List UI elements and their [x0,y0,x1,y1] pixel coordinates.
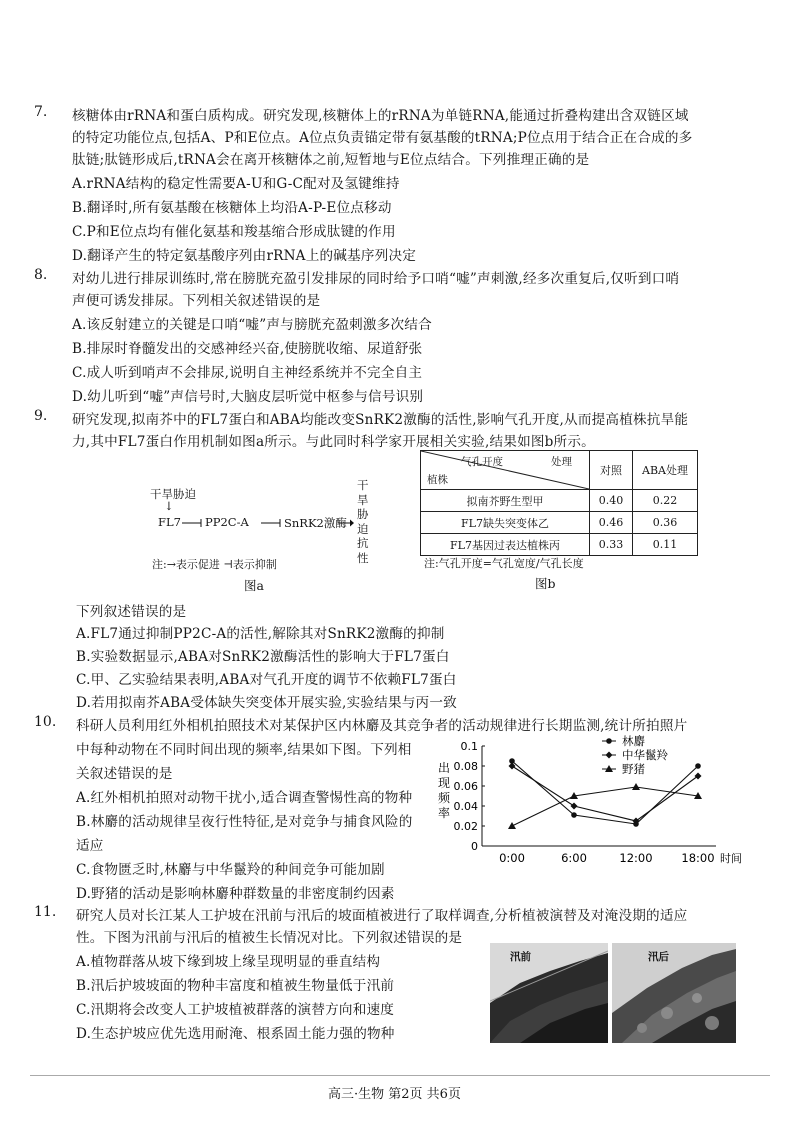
x-axis-unit: 时间 [720,852,742,865]
fig-b-cell: 0.40 [590,490,633,512]
fig-b-row-name: FL7基因过表达植株丙 [421,534,590,556]
x-tick-label: 6:00 [561,851,587,865]
q10-option-d: D.野猪的活动是影响林麝种群数量的非密度制约因素 [76,886,395,902]
fig-a-vertical-char: 旱 [357,492,369,507]
q11-option-d: D.生态护坡应优先选用耐淹、根系固土能力强的物种 [76,1026,395,1042]
fig-b-cell: 0.22 [633,490,698,512]
data-point [571,803,578,810]
legend-marker [606,738,612,744]
q9-option-b: B.实验数据显示,ABA对SnRK2激酶活性的影响大于FL7蛋白 [76,649,450,665]
x-tick-label: 12:00 [619,851,653,865]
q10-option-a: A.红外相机拍照对动物干扰小,适合调查警惕性高的物种 [76,790,413,806]
q7-option-a: A.rRNA结构的稳定性需要A-U和G-C配对及氢键维持 [72,176,400,192]
q9-number: 9. [34,408,48,424]
legend-label: 中华鬣羚 [622,748,668,762]
fig-a-vertical-char: 性 [357,550,369,565]
q10-option-c: C.食物匮乏时,林麝与中华鬣羚的种间竞争可能加剧 [76,862,385,878]
photo-after-label: 汛后 [648,951,669,963]
fig-a-vertical-label [357,478,369,565]
q8-option-d: D.幼儿听到“嘘”声信号时,大脑皮层听觉中枢参与信号识别 [72,389,424,405]
legend-label: 林麝 [622,734,645,748]
q11-option-c: C.汛期将会改变人工护坡植被群落的演替方向和速度 [76,1002,395,1018]
q9-option-a: A.FL7通过抑制PP2C-A的活性,解除其对SnRK2激酶的抑制 [76,626,445,642]
fig-b-cell: 0.33 [590,534,633,556]
q9-option-d: D.若用拟南芥ABA受体缺失突变体开展实验,实验结果与丙一致 [76,695,457,711]
q7-option-d: D.翻译产生的特定氨基酸序列由rRNA上的碱基序列决定 [72,248,417,264]
page-footer: 高三·生物 第2页 共6页 [328,1087,461,1102]
q8-stem-line: 对幼儿进行排尿训练时,常在膀胱充盈引发排尿的同时给予口哨“嘘”声刺激,经多次重复后,仅听到口哨 [72,271,680,287]
photo-before-label: 汛前 [510,951,531,963]
fig-a-drought-label: 干旱胁迫 [150,487,196,501]
q9-stem-line: 研究发现,拟南芥中的FL7蛋白和ABA均能改变SnRK2激酶的活性,影响气孔开度,从而提高植株抗旱能 [72,412,689,428]
fig-a-note: 注:→表示促进 ⊣表示抑制 [152,558,277,571]
data-point [695,763,701,769]
q8-stem-line: 声便可诱发排尿。下列相关叙述错误的是 [72,293,321,309]
data-point [571,812,577,818]
footer-divider [30,1075,770,1076]
q10-stem-line: 科研人员利用红外相机拍照技术对某保护区内林麝及其竞争者的活动规律进行长期监测,统计所拍照片 [76,718,688,734]
fig-b-cell: 0.46 [590,512,633,534]
q10-option-b-cont: 适应 [76,838,104,854]
fig-a-node-snrk2: SnRK2激酶 [284,516,347,530]
fig-a-vertical-char: 迫 [357,521,369,536]
q8-number: 8. [34,267,48,283]
q9-stem-line: 力,其中FL7蛋白作用机制如图a所示。与此同时科学家开展相关实验,结果如图b所示。 [72,434,595,450]
legend-label: 野猪 [622,762,645,776]
q8-option-c: C.成人听到哨声不会排尿,说明自主神经系统并不完全自主 [72,365,423,381]
legend-marker [606,752,613,759]
fig-b-table [420,450,698,556]
fig-b-caption: 图b [535,576,556,591]
y-axis-label-char: 频 [437,791,451,805]
fig-a-node-fl7: FL7 [158,515,181,529]
q7-stem-line: 肽链;肽链形成后,tRNA会在离开核糖体之前,短暂地与E位点结合。下列推理正确的是 [72,152,590,168]
fig-b-header-plant: 植株 [427,474,448,486]
q11-option-b: B.汛后护坡坡面的物种丰富度和植被生物量低于汛前 [76,978,395,994]
fig-b-corner-cell [421,451,590,490]
q7-option-c: C.P和E位点均有催化氨基和羧基缩合形成肽键的作用 [72,224,396,240]
fig-a-caption: 图a [244,578,264,593]
fig-b-note: 注:气孔开度=气孔宽度/气孔长度 [424,557,584,570]
q10-stem-line: 关叙述错误的是 [76,766,173,782]
q8-option-b: B.排尿时脊髓发出的交感神经兴奋,使膀胱收缩、尿道舒张 [72,341,423,357]
fig-b-cell: 0.11 [633,534,698,556]
q7-number: 7. [34,104,48,120]
data-point [632,783,640,790]
x-tick-label: 0:00 [499,851,525,865]
q11-number: 11. [34,904,57,920]
fig-b-col-control: 对照 [590,451,633,490]
y-axis-label-char: 现 [437,776,451,790]
fig-b-row-name: 拟南芥野生型甲 [421,490,590,512]
q9-lead: 下列叙述错误的是 [76,604,187,620]
fig-a-inhibit-arrow [181,518,203,528]
y-axis-label-char: 出 [437,761,451,775]
fig-a-vertical-char: 抗 [357,536,369,550]
fig-a-node-pp2c: PP2C-A [205,515,249,529]
fig-b-cell: 0.36 [633,512,698,534]
q10-stem-line: 中每种动物在不同时间出现的频率,结果如下图。下列相 [76,742,412,758]
fig-a-inhibit-arrow [260,518,282,528]
y-tick-label: 0 [471,840,478,853]
fig-a-vertical-char: 干 [357,478,369,492]
q11-option-a: A.植物群落从坡下缘到坡上缘呈现明显的垂直结构 [76,954,381,970]
q9-option-c: C.甲、乙实验结果表明,ABA对气孔开度的调节不依赖FL7蛋白 [76,672,457,688]
q11-stem-line: 性。下图为汛前与汛后的植被生长情况对比。下列叙述错误的是 [76,930,463,946]
y-tick-label: 0.04 [453,800,478,813]
x-tick-label: 18:00 [681,851,715,865]
y-axis-label-char: 率 [437,806,451,820]
q7-stem-line: 的特定功能位点,包括A、P和E位点。A位点负责锚定带有氨基酸的tRNA;P位点用于结合正在合成的多 [72,130,693,146]
fig-b-col-aba: ABA处理 [633,451,698,490]
y-tick-label: 0.06 [453,780,478,793]
fig-b-row-name: FL7缺失突变体乙 [421,512,590,534]
fig-a-vertical-char: 胁 [357,507,369,521]
fig-b-header-opening: 气孔开度 [461,456,503,468]
q8-option-a: A.该反射建立的关键是口哨“嘘”声与膀胱充盈刺激多次结合 [72,317,432,333]
fig-a-promote-arrow [337,518,355,528]
photo-before-flood [490,943,608,1043]
q10-option-b: B.林麝的活动规律呈夜行性特征,是对竞争与捕食风险的 [76,814,413,830]
y-tick-label: 0.08 [453,760,478,773]
activity-frequency-chart [432,732,742,878]
photo-after-flood [612,943,736,1043]
photo-after-flood-image [612,943,736,1043]
photo-before-flood-image [490,943,608,1043]
y-tick-label: 0.1 [460,740,478,753]
q7-stem-line: 核糖体由rRNA和蛋白质构成。研究发现,核糖体上的rRNA为单链RNA,能通过折叠构建出含双链区域 [72,108,689,124]
fig-b-header-treatment: 处理 [551,456,572,468]
q7-option-b: B.翻译时,所有氨基酸在核糖体上均沿A-P-E位点移动 [72,200,392,216]
q10-number: 10. [34,714,57,730]
q11-stem-line: 研究人员对长江某人工护坡在汛前与汛后的坡面植被进行了取样调查,分析植被演替及对淹没期的适应 [76,908,688,924]
data-point [508,822,516,829]
y-tick-label: 0.02 [453,820,478,833]
fig-a-down-arrow: ↓ [164,499,174,513]
